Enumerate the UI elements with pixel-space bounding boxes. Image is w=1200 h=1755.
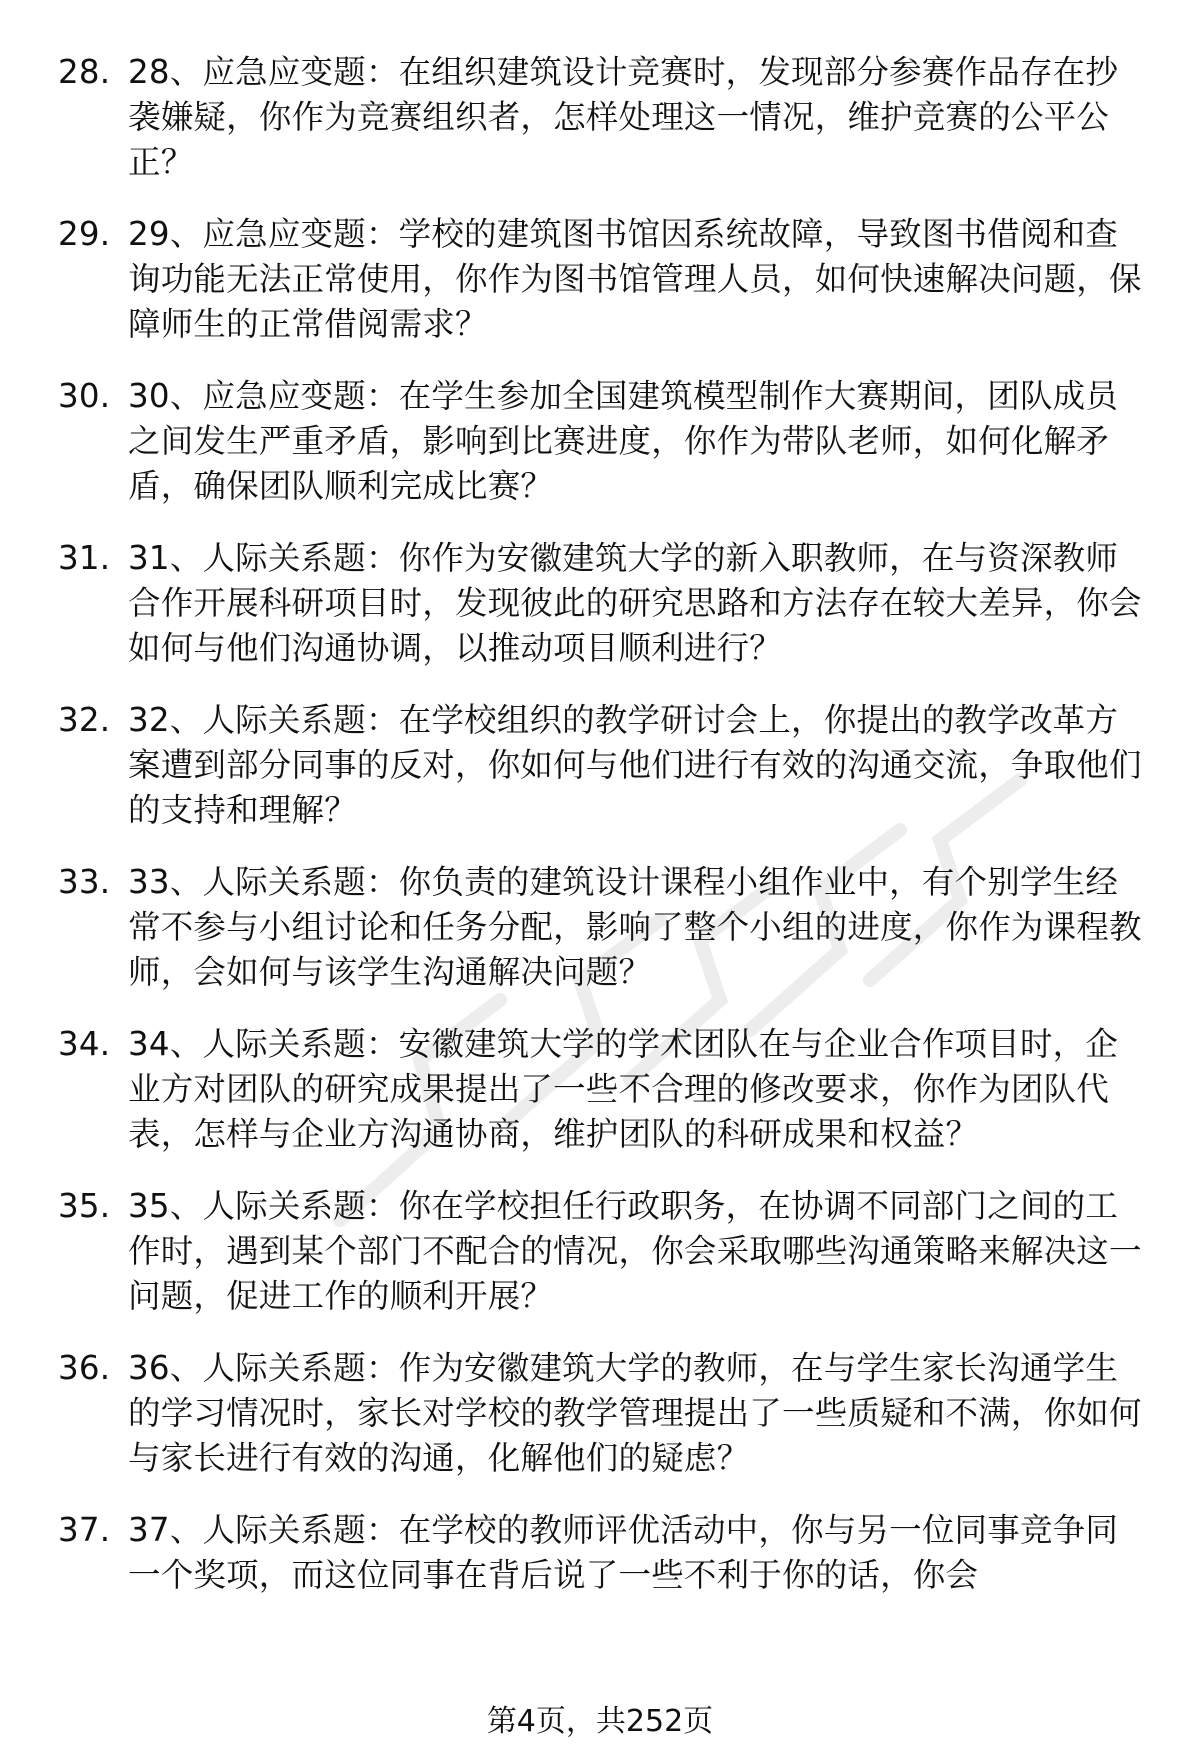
question-number: 34. (58, 1025, 111, 1063)
question-number: 36. (58, 1349, 111, 1387)
question-item (58, 536, 1143, 671)
question-item (58, 1184, 1143, 1319)
question-number: 33. (58, 863, 111, 901)
question-text: 29、应急应变题：学校的建筑图书馆因系统故障，导致图书借阅和查询功能无法正常使用，你作为图书馆管理人员，如何快速解决问题，保障师生的正常借阅需求？ (128, 215, 1142, 343)
page-number-label: 第4页，共252页 (486, 1704, 714, 1739)
question-number: 32. (58, 701, 111, 739)
question-item (58, 212, 1143, 347)
question-item (58, 698, 1143, 833)
question-text: 34、人际关系题：安徽建筑大学的学术团队在与企业合作项目时，企业方对团队的研究成果提出了一些不合理的修改要求，你作为团队代表，怎样与企业方沟通协商，维护团队的科研成果和权益？ (128, 1025, 1119, 1153)
question-text: 36、人际关系题：作为安徽建筑大学的教师，在与学生家长沟通学生的学习情况时，家长对学校的教学管理提出了一些质疑和不满，你如何与家长进行有效的沟通，化解他们的疑虑？ (128, 1349, 1142, 1477)
question-item (58, 860, 1143, 995)
question-number: 31. (58, 539, 111, 577)
question-text: 32、人际关系题：在学校组织的教学研讨会上，你提出的教学改革方案遭到部分同事的反对，你如何与他们进行有效的沟通交流，争取他们的支持和理解？ (128, 701, 1142, 829)
question-item (58, 374, 1143, 509)
question-text: 33、人际关系题：你负责的建筑设计课程小组作业中，有个别学生经常不参与小组讨论和任务分配，影响了整个小组的进度，你作为课程教师，会如何与该学生沟通解决问题？ (128, 863, 1142, 991)
question-number: 28. (58, 53, 111, 91)
question-number: 37. (58, 1511, 111, 1549)
question-item (58, 1508, 1143, 1598)
question-text: 30、应急应变题：在学生参加全国建筑模型制作大赛期间，团队成员之间发生严重矛盾，影响到比赛进度，你作为带队老师，如何化解矛盾，确保团队顺利完成比赛？ (128, 377, 1119, 505)
page-footer (0, 1702, 1200, 1742)
question-number: 35. (58, 1187, 111, 1225)
question-item (58, 1346, 1143, 1481)
question-item (58, 1022, 1143, 1157)
question-text: 37、人际关系题：在学校的教师评优活动中，你与另一位同事竞争同一个奖项，而这位同事在背后说了一些不利于你的话，你会 (128, 1511, 1119, 1594)
question-item (58, 50, 1143, 185)
question-number: 30. (58, 377, 111, 415)
question-text: 28、应急应变题：在组织建筑设计竞赛时，发现部分参赛作品存在抄袭嫌疑，你作为竞赛组织者，怎样处理这一情况，维护竞赛的公平公正？ (128, 53, 1119, 181)
question-number: 29. (58, 215, 111, 253)
question-text: 31、人际关系题：你作为安徽建筑大学的新入职教师，在与资深教师合作开展科研项目时，发现彼此的研究思路和方法存在较大差异，你会如何与他们沟通协调，以推动项目顺利进行？ (128, 539, 1142, 667)
question-list (58, 50, 1143, 1625)
question-text: 35、人际关系题：你在学校担任行政职务，在协调不同部门之间的工作时，遇到某个部门不配合的情况，你会采取哪些沟通策略来解决这一问题，促进工作的顺利开展？ (128, 1187, 1142, 1315)
